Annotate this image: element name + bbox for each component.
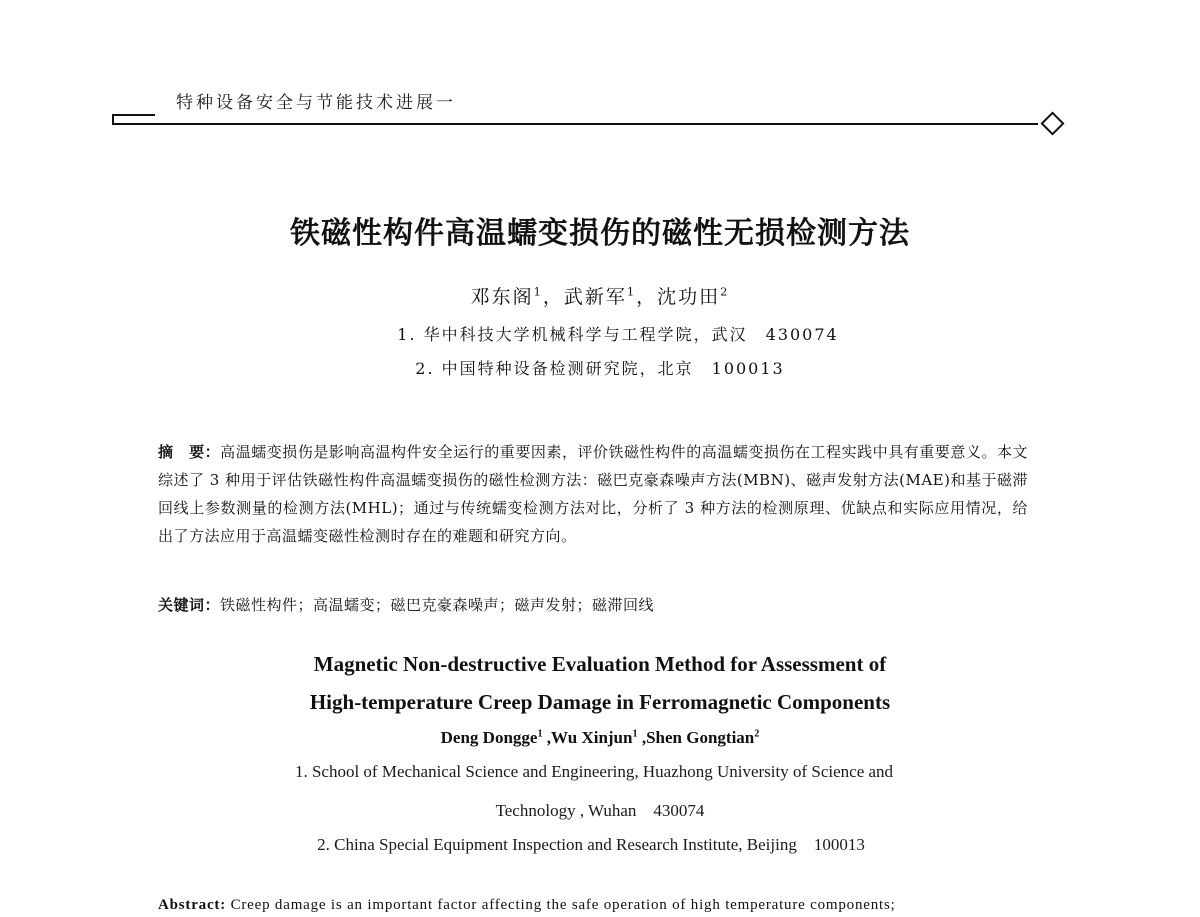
affiliation-en-1: 1. School of Mechanical Science and Engineering, Huazhong University of Science and — [294, 762, 894, 781]
author-sup: 1 — [533, 284, 543, 299]
authors-en — [0, 728, 1200, 748]
abstract-cn-label: 摘 要： — [158, 443, 221, 461]
diamond-icon — [1040, 111, 1064, 135]
keywords-cn — [158, 594, 1028, 615]
paper-title-en-line1: Magnetic Non-destructive Evaluation Method for Assessment of — [313, 652, 887, 676]
keywords-cn-text: 铁磁性构件；高温蠕变；磁巴克豪森噪声；磁声发射；磁滞回线 — [220, 596, 655, 614]
abstract-en-text: Creep damage is an important factor affecting the safe operation of high temperature components; — [226, 897, 896, 913]
abstract-cn-text: 高温蠕变损伤是影响高温构件安全运行的重要因素，评价铁磁性构件的高温蠕变损伤在工程实践中具有重要意义。本文综述了 3 种用于评估铁磁性构件高温蠕变损伤的磁性检测方法：磁巴克豪森噪声方法(MBN)、磁声发射方法(MAE)和基于磁滞回线上参数测量的检测方法(MHL)；通过与传统蠕变检测方法对比，分析了 3 种方法的检测原理、优缺点和实际应用情况，给出了方法应用于高温蠕变磁性检测时存在的难题和研究方向。 — [158, 443, 1028, 545]
author-name: 武新军 — [563, 286, 627, 308]
author-separator: , — [542, 728, 552, 747]
author-sup: 1 — [632, 728, 638, 740]
author-name: Shen Gongtian — [646, 728, 755, 747]
author-sup: 2 — [754, 728, 760, 740]
running-header: 特种设备安全与节能技术进展一 — [176, 93, 456, 113]
author-name: 沈功田 — [657, 286, 721, 308]
abstract-en-label: Abstract: — [158, 897, 227, 913]
abstract-en — [158, 897, 1038, 914]
paper-title-cn: 铁磁性构件高温蠕变损伤的磁性无损检测方法 — [290, 216, 910, 251]
abstract-cn — [158, 438, 1028, 550]
author-name: 邓东阁 — [470, 286, 534, 308]
header-rule — [112, 123, 1038, 125]
authors-cn — [0, 282, 1200, 309]
author-separator: ， — [542, 286, 564, 308]
affiliation-en-1-cont: Technology , Wuhan 430074 — [495, 801, 705, 820]
author-sup: 1 — [537, 728, 543, 740]
author-separator: ， — [636, 286, 658, 308]
author-name: Wu Xinjun — [551, 728, 633, 747]
affiliation-en-2: 2. China Special Equipment Inspection and Research Institute, Beijing 100013 — [317, 835, 865, 854]
keywords-cn-label: 关键词： — [158, 596, 221, 614]
author-sup: 1 — [626, 284, 637, 299]
author-sup: 2 — [720, 284, 730, 299]
author-separator: , — [637, 728, 647, 747]
author-name: Deng Dongge — [440, 728, 538, 747]
affiliation-cn-1: 1. 华中科技大学机械科学与工程学院，武汉 430074 — [397, 325, 839, 344]
header-rule-short — [112, 114, 155, 116]
affiliation-cn-2: 2. 中国特种设备检测研究院，北京 100013 — [415, 359, 785, 378]
paper-title-en-line2: High-temperature Creep Damage in Ferromagnetic Components — [309, 690, 891, 714]
